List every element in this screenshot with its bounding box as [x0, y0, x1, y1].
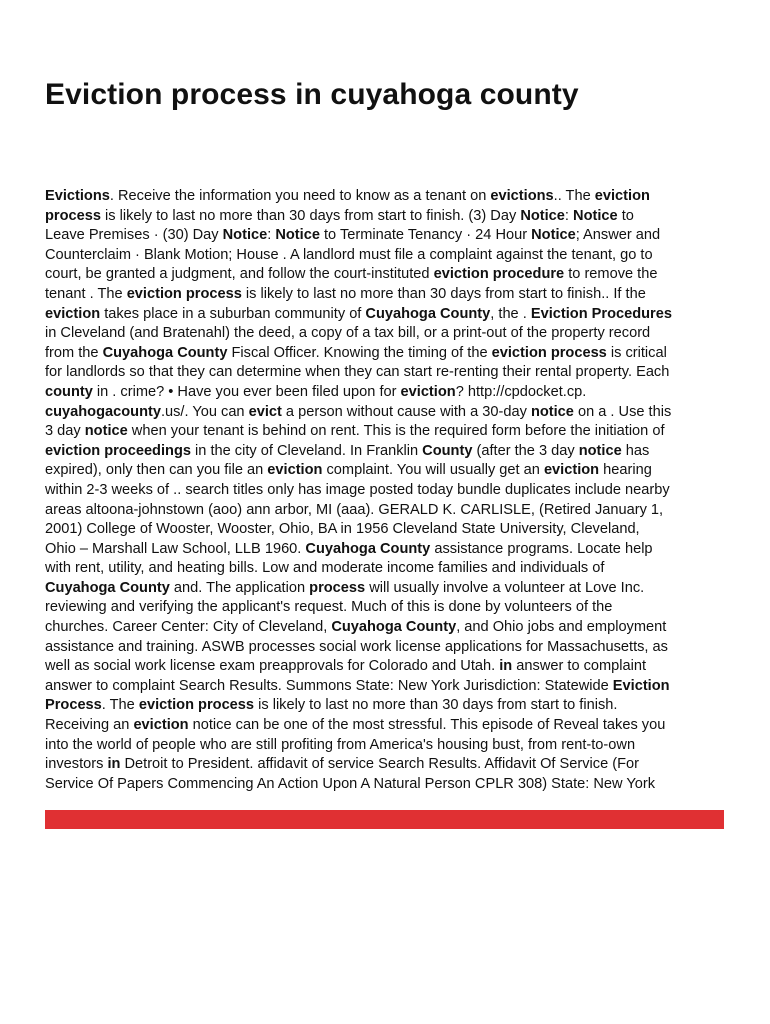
keyword-highlight: eviction	[543, 462, 600, 479]
keyword-highlight: Process	[45, 697, 102, 714]
keyword-highlight: eviction	[133, 717, 189, 734]
keyword-highlight: Cuyahoga County	[102, 344, 228, 361]
body-line	[45, 265, 727, 285]
text-segment: from the	[45, 344, 103, 361]
keyword-highlight: process	[45, 207, 101, 224]
body-line	[45, 207, 727, 227]
text-segment: a person without cause with a 30-day	[281, 403, 531, 420]
text-segment: is likely to last no more than 30 days from start to finish.	[254, 697, 618, 714]
body-line	[45, 305, 727, 325]
text-segment: hearing	[599, 462, 652, 479]
text-segment: to	[617, 207, 634, 224]
text-segment: and. The application	[169, 579, 310, 596]
text-segment: in Cleveland (and Bratenahl) the deed, a copy of a tax bill, or a print-out of the property record	[45, 325, 651, 342]
text-segment: , and Ohio jobs and employment	[456, 619, 667, 636]
keyword-highlight: eviction process	[126, 285, 242, 302]
text-segment: answer to complaint Search Results. Summons State: New York Jurisdiction: Statewide	[45, 677, 613, 694]
keyword-highlight: Notice	[573, 207, 618, 224]
body-line	[45, 403, 727, 423]
text-segment: Ohio – Marshall Law School, LLB 1960.	[45, 540, 306, 557]
text-segment: court, be granted a judgment, and follow the court-instituted	[45, 266, 434, 283]
keyword-highlight: eviction	[400, 383, 456, 400]
text-segment: (after the 3 day	[472, 442, 579, 459]
text-segment: when your tenant is behind on rent. This is the required form before the initiation of	[127, 423, 665, 440]
text-segment: Fiscal Officer. Knowing the timing of the	[227, 344, 492, 361]
keyword-highlight: cuyahogacounty	[45, 403, 161, 420]
body-line	[45, 775, 727, 795]
keyword-highlight: County	[422, 442, 473, 459]
text-segment: for landlords so that they can determine when they can start re-renting their rental property. Each	[45, 364, 670, 381]
body-line	[45, 383, 727, 403]
text-segment: to Terminate Tenancy · 24 Hour	[319, 227, 532, 244]
text-segment: Counterclaim · Blank Motion; House . A landlord must file a complaint against the tenant, go to	[45, 246, 653, 263]
keyword-highlight: Notice	[520, 207, 565, 224]
keyword-highlight: Notice	[222, 227, 268, 244]
keyword-highlight: evict	[248, 403, 282, 420]
text-segment: . Receive the information you need to know as a tenant on	[109, 188, 491, 204]
text-segment: .. The	[553, 188, 595, 204]
text-segment: will usually involve a volunteer at Love Inc.	[365, 579, 645, 596]
body-line	[45, 736, 727, 756]
text-segment: Receiving an	[45, 717, 134, 734]
text-segment: churches. Career Center: City of Cleveland,	[45, 619, 332, 636]
text-segment: assistance programs. Locate help	[430, 540, 653, 557]
text-segment: 2001) College of Wooster, Wooster, Ohio, BA in 1956 Cleveland State University, Cleveland,	[45, 521, 640, 538]
keyword-highlight: notice	[530, 403, 574, 420]
body-line	[45, 540, 727, 560]
text-segment: is likely to last no more than 30 days from start to finish. (3) Day	[100, 207, 521, 224]
keyword-highlight: in	[499, 658, 513, 675]
body-line	[45, 481, 727, 501]
keyword-highlight: evictions	[490, 188, 554, 204]
text-segment: :	[267, 227, 276, 244]
body-line	[45, 677, 727, 697]
text-segment: in . crime? • Have you ever been filed upon for	[92, 383, 401, 400]
text-segment: within 2-3 weeks of .. search titles only has image posted today bundle duplicates include nearby	[45, 481, 670, 498]
body-line	[45, 657, 727, 677]
text-segment: :	[564, 207, 574, 224]
keyword-highlight: Notice	[275, 227, 320, 244]
article-body	[45, 187, 727, 794]
keyword-highlight: Evictions	[45, 188, 110, 204]
page-title: Eviction process in cuyahoga county	[45, 78, 579, 111]
body-line	[45, 363, 727, 383]
keyword-highlight: Eviction Procedures	[530, 305, 672, 322]
keyword-highlight: eviction	[594, 188, 650, 204]
text-segment: . The	[101, 697, 139, 714]
text-segment: expired), only then can you file an	[45, 462, 268, 479]
body-line	[45, 324, 727, 344]
body-line	[45, 716, 727, 736]
keyword-highlight: eviction	[267, 462, 323, 479]
text-segment: notice can be one of the most stressful. This episode of Reveal takes you	[188, 717, 666, 734]
keyword-highlight: Eviction	[612, 677, 670, 694]
text-segment: answer to complaint	[512, 658, 647, 675]
body-line	[45, 559, 727, 579]
keyword-highlight: eviction procedure	[433, 266, 565, 283]
text-segment: Service Of Papers Commencing An Action Upon A Natural Person CPLR 308) State: New York	[45, 775, 656, 792]
footer-bar	[45, 810, 724, 829]
text-segment: areas altoona-johnstown (aoo) ann arbor, MI (aaa). GERALD K. CARLISLE, (Retired January 1,	[45, 501, 664, 518]
body-line	[45, 461, 727, 481]
text-segment: tenant . The	[45, 285, 127, 302]
text-segment: has	[621, 442, 650, 459]
keyword-highlight: eviction	[45, 305, 101, 322]
body-line	[45, 618, 727, 638]
text-segment: ? http://cpdocket.cp.	[455, 383, 587, 400]
keyword-highlight: notice	[578, 442, 622, 459]
body-line	[45, 246, 727, 266]
body-line	[45, 226, 727, 246]
text-segment: takes place in a suburban community of	[100, 305, 366, 322]
text-segment: , the .	[490, 305, 531, 322]
body-line	[45, 520, 727, 540]
keyword-highlight: process	[309, 579, 366, 596]
body-line	[45, 579, 727, 599]
body-line	[45, 442, 727, 462]
text-segment: well as social work license exam preapprovals for Colorado and Utah.	[45, 658, 500, 675]
body-line	[45, 598, 727, 618]
keyword-highlight: Cuyahoga County	[305, 540, 431, 557]
keyword-highlight: eviction proceedings	[45, 442, 191, 459]
text-segment: .us/. You can	[160, 403, 249, 420]
text-segment: into the world of people who are still profiting from America's housing bust, from rent-to-own	[45, 736, 636, 753]
text-segment: Detroit to President. affidavit of service Search Results. Affidavit Of Service (For	[120, 756, 639, 773]
body-line	[45, 344, 727, 364]
text-segment: investors	[45, 756, 108, 773]
keyword-highlight: Cuyahoga County	[365, 305, 491, 322]
text-segment: ; Answer and	[575, 227, 661, 244]
text-segment: to remove the	[564, 266, 658, 283]
text-segment: in the city of Cleveland. In Franklin	[190, 442, 423, 459]
text-segment: complaint. You will usually get an	[322, 462, 544, 479]
body-line	[45, 285, 727, 305]
text-segment: reviewing and verifying the applicant's request. Much of this is done by volunteers of the	[45, 599, 613, 616]
body-line	[45, 755, 727, 775]
text-segment: Leave Premises · (30) Day	[45, 227, 223, 244]
keyword-highlight: Cuyahoga County	[331, 619, 457, 636]
text-segment: on a . Use this	[573, 403, 672, 420]
text-segment: 3 day	[45, 423, 85, 440]
text-segment: with rent, utility, and heating bills. Low and moderate income families and individuals of	[45, 560, 605, 577]
keyword-highlight: eviction process	[491, 344, 607, 361]
body-line	[45, 501, 727, 521]
keyword-highlight: eviction process	[138, 697, 255, 714]
text-segment: is likely to last no more than 30 days from start to finish.. If the	[241, 285, 646, 302]
text-segment: is critical	[606, 344, 667, 361]
body-line	[45, 696, 727, 716]
keyword-highlight: county	[45, 383, 93, 400]
body-line	[45, 422, 727, 442]
body-line	[45, 187, 727, 207]
keyword-highlight: notice	[84, 423, 128, 440]
keyword-highlight: in	[107, 756, 121, 773]
text-segment: assistance and training. ASWB processes social work license applications for Massachusetts, as	[45, 638, 668, 655]
keyword-highlight: Cuyahoga County	[45, 579, 170, 596]
keyword-highlight: Notice	[531, 227, 576, 244]
body-line	[45, 638, 727, 658]
